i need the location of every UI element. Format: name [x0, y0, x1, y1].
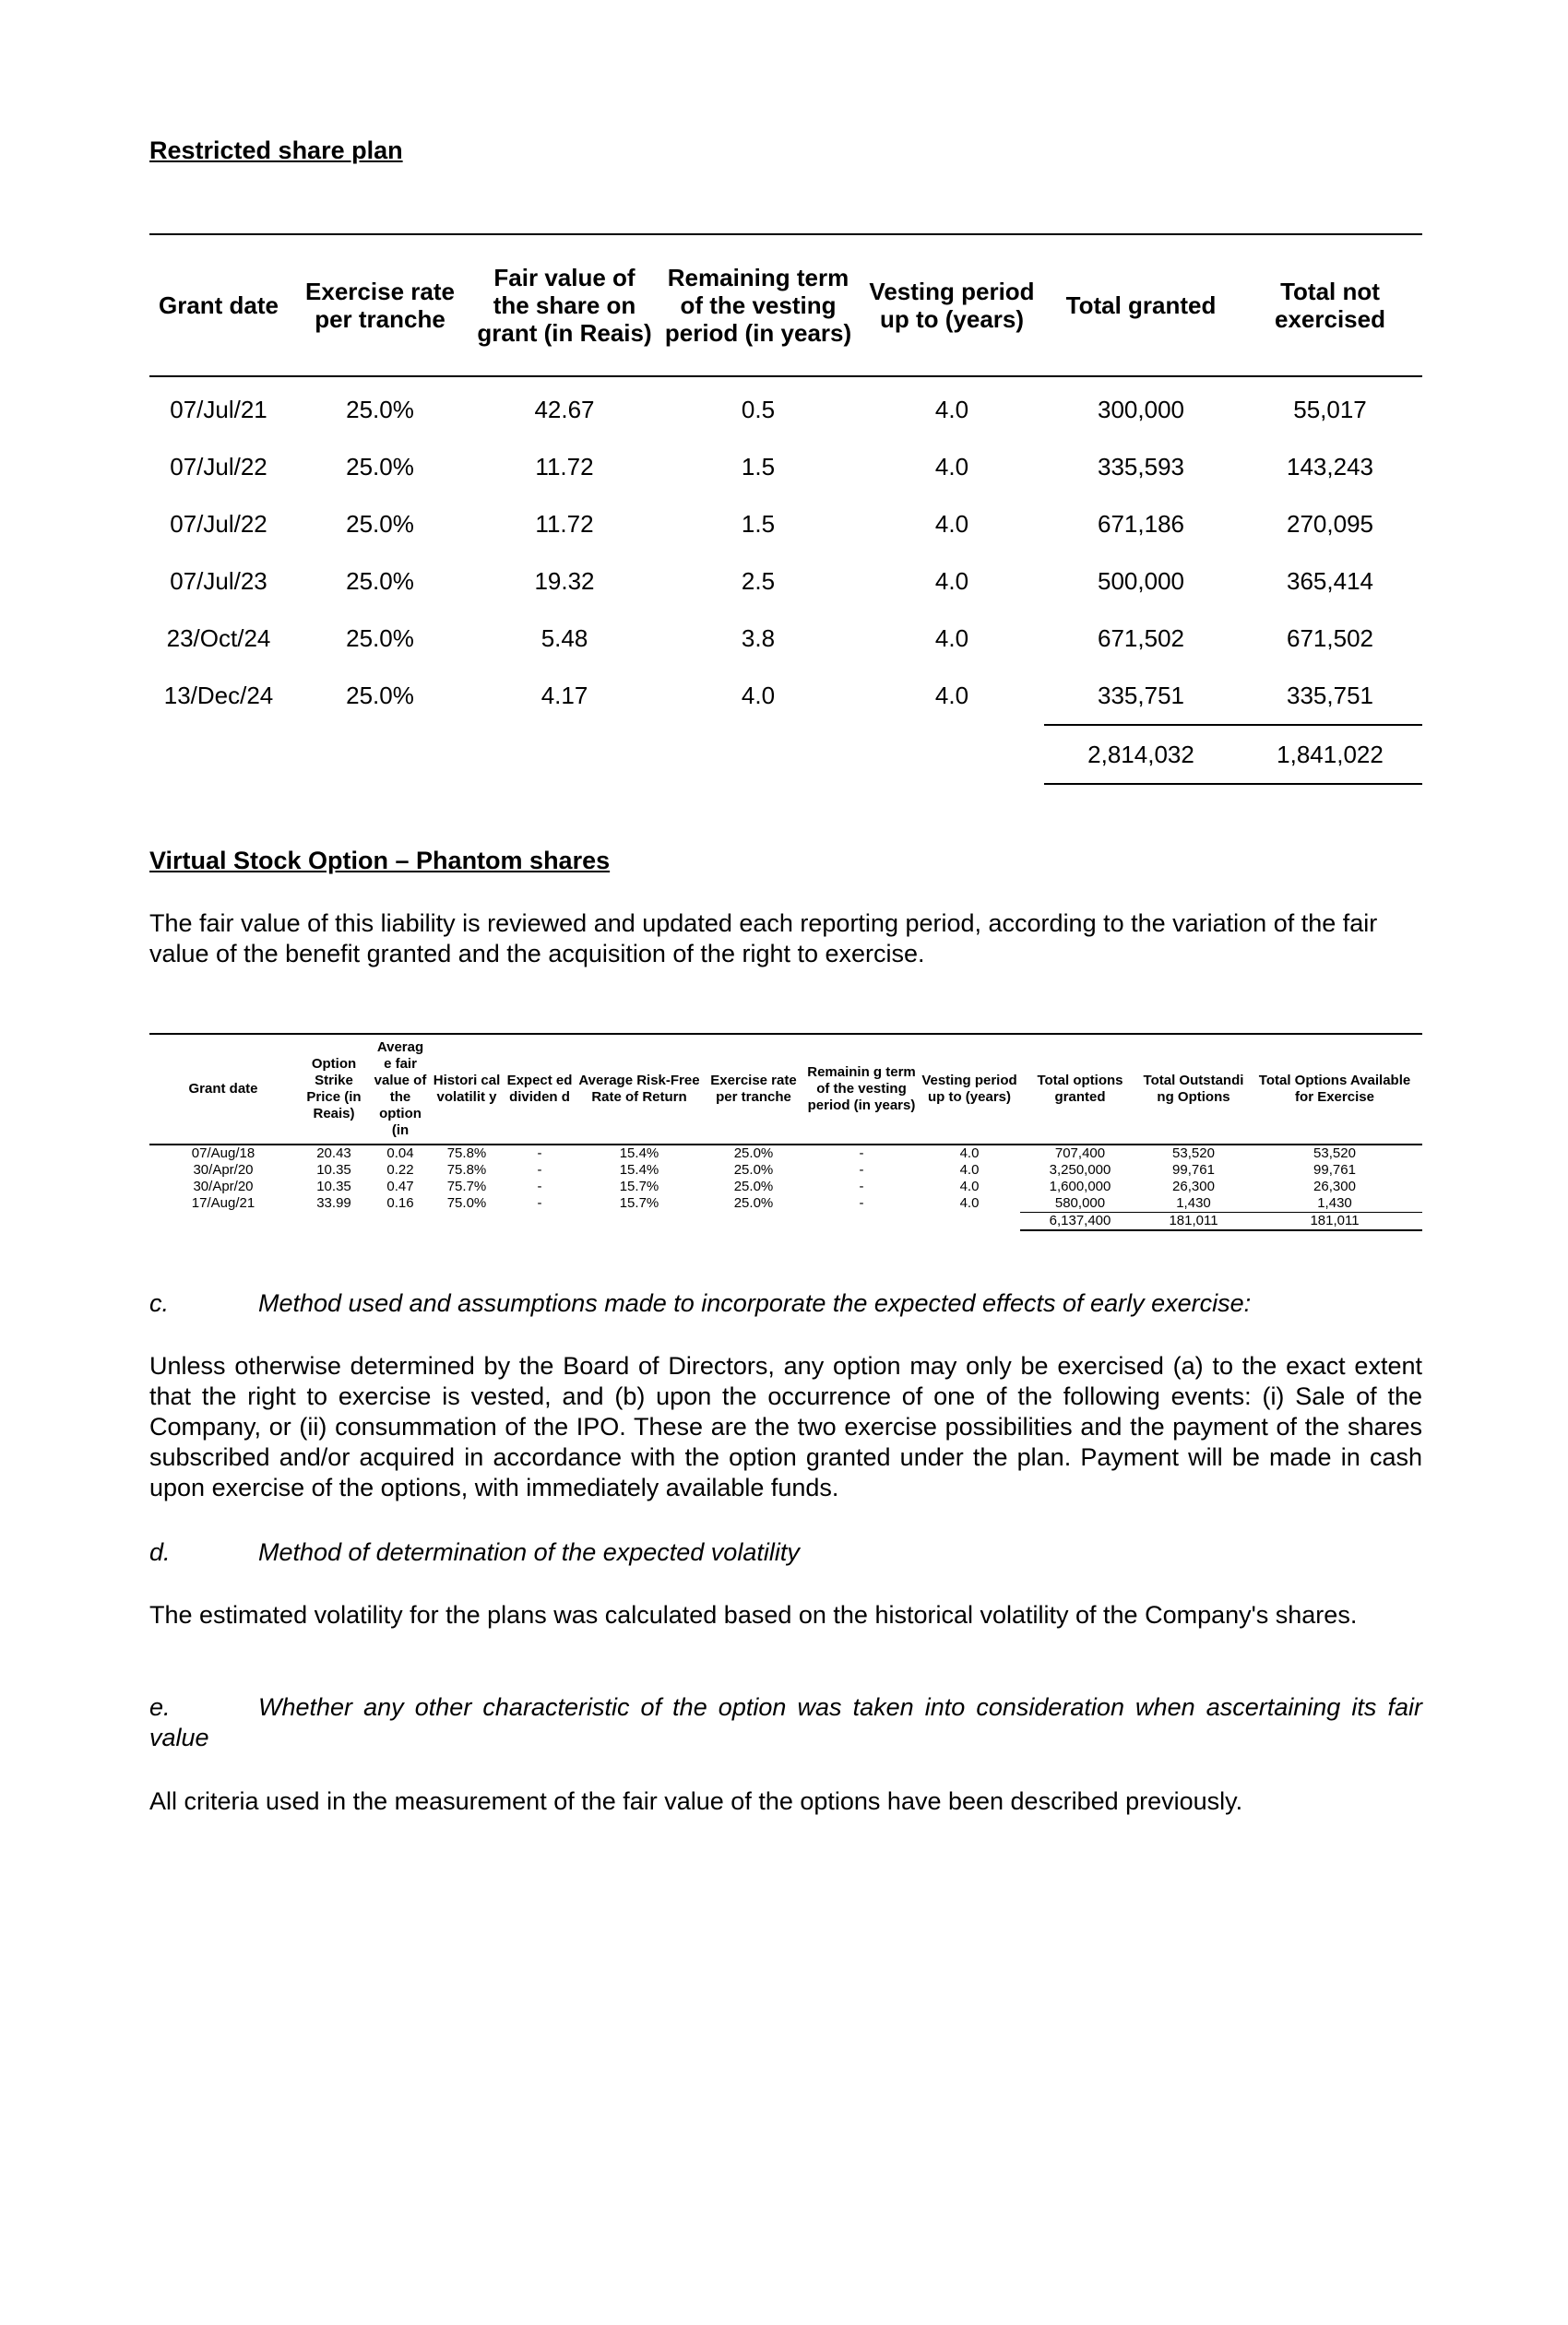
cell: 99,761: [1313, 1162, 1356, 1178]
header-total-not-exercised: Total not exercised: [1238, 234, 1422, 376]
cell: 07/Jul/23: [170, 566, 267, 595]
section-c-letter: c.: [149, 1289, 170, 1317]
cell: 1,600,000: [1049, 1179, 1111, 1194]
virtual-stock-option-title: Virtual Stock Option – Phantom shares: [149, 847, 611, 874]
section-d-heading: [149, 1537, 1422, 1568]
header-exercise-rate: Exercise rate per tranche: [288, 234, 472, 376]
table-row: [149, 495, 1422, 552]
totals-row: [149, 725, 1422, 784]
section-e-body: All criteria used in the measurement of the fair value of the options have been described previously.: [149, 1787, 1243, 1815]
cell: 0.47: [386, 1179, 414, 1194]
cell: 4.0: [934, 623, 969, 652]
cell: 0.16: [386, 1195, 414, 1212]
cell: 4.0: [934, 509, 969, 538]
total-outstanding-options: 181,011: [1140, 1213, 1247, 1231]
cell: 17/Aug/21: [191, 1195, 255, 1212]
cell: -: [537, 1195, 542, 1212]
header-remaining-term: Remaining term of the vesting period (in years): [657, 234, 860, 376]
section-e-letter: e.: [149, 1693, 171, 1721]
cell: 10.35: [316, 1179, 351, 1194]
cell: 75.8%: [446, 1145, 487, 1161]
header-risk-free-rate: Average Risk-Free Rate of Return: [576, 1034, 703, 1145]
cell: 671,502: [1098, 623, 1184, 652]
header-strike-price: Option Strike Price (in Reais): [297, 1034, 371, 1145]
restricted-share-plan-table: [149, 233, 1422, 785]
table-row: [149, 1145, 1422, 1162]
cell: 15.7%: [619, 1179, 659, 1194]
header-grant-date: Grant date: [149, 234, 288, 376]
virtual-stock-option-intro: The fair value of this liability is reviewed and updated each reporting period, according to the variation of the fair value of the benefit granted and the acquisition of the right to exercise.: [149, 909, 1378, 967]
section-e-heading: [149, 1692, 1422, 1753]
cell: 4.0: [934, 566, 969, 595]
cell: 07/Jul/22: [170, 509, 267, 538]
header-fair-value: Fair value of the share on grant (in Reais): [472, 234, 657, 376]
cell: 1,430: [1140, 1195, 1247, 1213]
cell: 335,751: [1098, 681, 1184, 709]
cell: 53,520: [1172, 1145, 1215, 1161]
cell: 15.4%: [619, 1145, 659, 1161]
cell: -: [537, 1162, 542, 1178]
table-row: [149, 376, 1422, 438]
cell: 365,414: [1287, 566, 1373, 595]
cell: 26,300: [1172, 1179, 1215, 1194]
cell: 3.8: [741, 623, 776, 652]
cell: 75.0%: [446, 1195, 487, 1212]
header-exercise-rate: Exercise rate per tranche: [703, 1034, 804, 1145]
table-row: [149, 1179, 1422, 1195]
cell: 143,243: [1287, 452, 1373, 480]
section-c-body: Unless otherwise determined by the Board of Directors, any option may only be exercised (a) to the exact extent that the right to exercise is vested, and (b) upon the occurrence of one of the following events: (i) Sale of the Company, or (ii) consummation of the IPO. These are the two exercise possibilities and the payment of the shares subscribed and/or acquired in accordance with the option granted under the plan. Payment will be made in cash upon exercise of the options, with immediately available funds.: [149, 1352, 1422, 1501]
cell: 25.0%: [733, 1179, 774, 1194]
table-row: [149, 1195, 1422, 1213]
restricted-share-plan-title: Restricted share plan: [149, 136, 403, 164]
header-remaining-term: Remainin g term of the vesting period (in years): [804, 1034, 919, 1145]
header-total-outstanding: Total Outstandi ng Options: [1140, 1034, 1247, 1145]
cell: 300,000: [1098, 395, 1184, 423]
cell: 30/Apr/20: [193, 1179, 254, 1194]
cell: 4.0: [741, 682, 776, 709]
cell: 07/Aug/18: [191, 1145, 255, 1161]
header-expected-dividend: Expect ed dividen d: [504, 1034, 576, 1145]
cell: 19.32: [534, 566, 595, 595]
header-grant-date: Grant date: [149, 1034, 297, 1145]
cell: 1.5: [741, 509, 776, 538]
cell: 75.7%: [446, 1179, 487, 1194]
cell: 23/Oct/24: [166, 623, 271, 652]
totals-row: [149, 1213, 1422, 1231]
section-d-body: The estimated volatility for the plans was calculated based on the historical volatility of the Company's shares.: [149, 1601, 1358, 1629]
cell: 5.48: [540, 623, 588, 652]
cell: 99,761: [1172, 1162, 1215, 1178]
cell: 11.72: [535, 452, 594, 480]
cell: 2.5: [741, 566, 776, 595]
section-d-title: Method of determination of the expected volatility: [258, 1538, 800, 1566]
cell: 3,250,000: [1049, 1162, 1111, 1178]
section-d-letter: d.: [149, 1538, 171, 1566]
cell: 4.0: [934, 682, 969, 709]
cell: 25.0%: [346, 395, 414, 423]
cell: 4.0: [934, 395, 969, 423]
cell: 671,186: [1098, 509, 1184, 538]
cell: 4.0: [959, 1145, 980, 1161]
header-total-available: Total Options Available for Exercise: [1247, 1034, 1422, 1145]
cell: -: [537, 1179, 542, 1194]
cell: 07/Jul/22: [170, 452, 267, 480]
total-options-granted: 6,137,400: [1020, 1213, 1140, 1231]
section-c-title: Method used and assumptions made to incorporate the expected effects of early exercise:: [258, 1289, 1252, 1317]
cell: 30/Apr/20: [193, 1162, 254, 1178]
total-available-options: 181,011: [1247, 1213, 1422, 1231]
cell: 15.7%: [619, 1195, 659, 1212]
cell: 33.99: [316, 1195, 351, 1212]
cell: 07/Jul/21: [170, 395, 267, 423]
cell: 25.0%: [346, 623, 414, 652]
cell: -: [859, 1162, 864, 1178]
header-total-granted: Total granted: [1044, 234, 1238, 376]
cell: 1.5: [741, 452, 776, 480]
cell: 25.0%: [733, 1162, 774, 1178]
cell: 270,095: [1287, 509, 1373, 538]
cell: 4.0: [934, 452, 969, 480]
cell: 580,000: [1020, 1195, 1140, 1213]
cell: -: [537, 1145, 542, 1161]
table-row: [149, 667, 1422, 725]
table-row: [149, 1162, 1422, 1179]
cell: 25.0%: [346, 452, 414, 480]
cell: 25.0%: [346, 509, 414, 538]
cell: 11.72: [535, 509, 594, 538]
section-c-heading: [149, 1288, 1422, 1319]
cell: 75.8%: [446, 1162, 487, 1178]
cell: 4.0: [959, 1179, 980, 1194]
cell: 15.4%: [619, 1162, 659, 1178]
cell: 25.0%: [733, 1195, 774, 1212]
table-header-row: [149, 234, 1422, 376]
header-vesting-period: Vesting period up to (years): [860, 234, 1044, 376]
cell: -: [859, 1145, 864, 1161]
cell: 25.0%: [346, 682, 414, 709]
cell: 0.22: [386, 1162, 414, 1178]
cell: 13/Dec/24: [163, 682, 274, 709]
cell: 55,017: [1293, 395, 1367, 423]
cell: 4.17: [540, 682, 588, 709]
cell: -: [859, 1179, 864, 1194]
cell: 20.43: [316, 1145, 351, 1161]
table-row: [149, 610, 1422, 667]
cell: 671,502: [1287, 623, 1373, 652]
cell: 26,300: [1313, 1179, 1356, 1194]
cell: 25.0%: [346, 566, 414, 595]
table-row: [149, 438, 1422, 495]
cell: 10.35: [316, 1162, 351, 1178]
cell: 53,520: [1313, 1145, 1356, 1161]
header-vesting-period: Vesting period up to (years): [919, 1034, 1020, 1145]
cell: 335,751: [1287, 681, 1373, 709]
cell: 335,593: [1098, 452, 1184, 480]
cell: 500,000: [1098, 566, 1184, 595]
total-not-exercised: 1,841,022: [1238, 725, 1422, 784]
cell: 1,430: [1247, 1195, 1422, 1213]
cell: 4.0: [959, 1162, 980, 1178]
total-granted: 2,814,032: [1044, 725, 1238, 784]
cell: 4.0: [959, 1195, 980, 1212]
cell: 707,400: [1054, 1145, 1106, 1161]
cell: -: [859, 1195, 864, 1212]
cell: 0.04: [386, 1145, 414, 1161]
table-header-row: [149, 1034, 1422, 1145]
table-row: [149, 552, 1422, 610]
cell: 0.5: [741, 395, 776, 423]
section-e-title: Whether any other characteristic of the option was taken into consideration when ascertaining its fair value: [149, 1693, 1422, 1751]
cell: 25.0%: [733, 1145, 774, 1161]
header-historical-volatility: Histori cal volatilit y: [430, 1034, 504, 1145]
header-total-options-granted: Total options granted: [1020, 1034, 1140, 1145]
header-average-fair-value: Averag e fair value of the option (in: [371, 1034, 430, 1145]
cell: 42.67: [534, 395, 595, 423]
phantom-shares-table: [149, 1033, 1422, 1231]
